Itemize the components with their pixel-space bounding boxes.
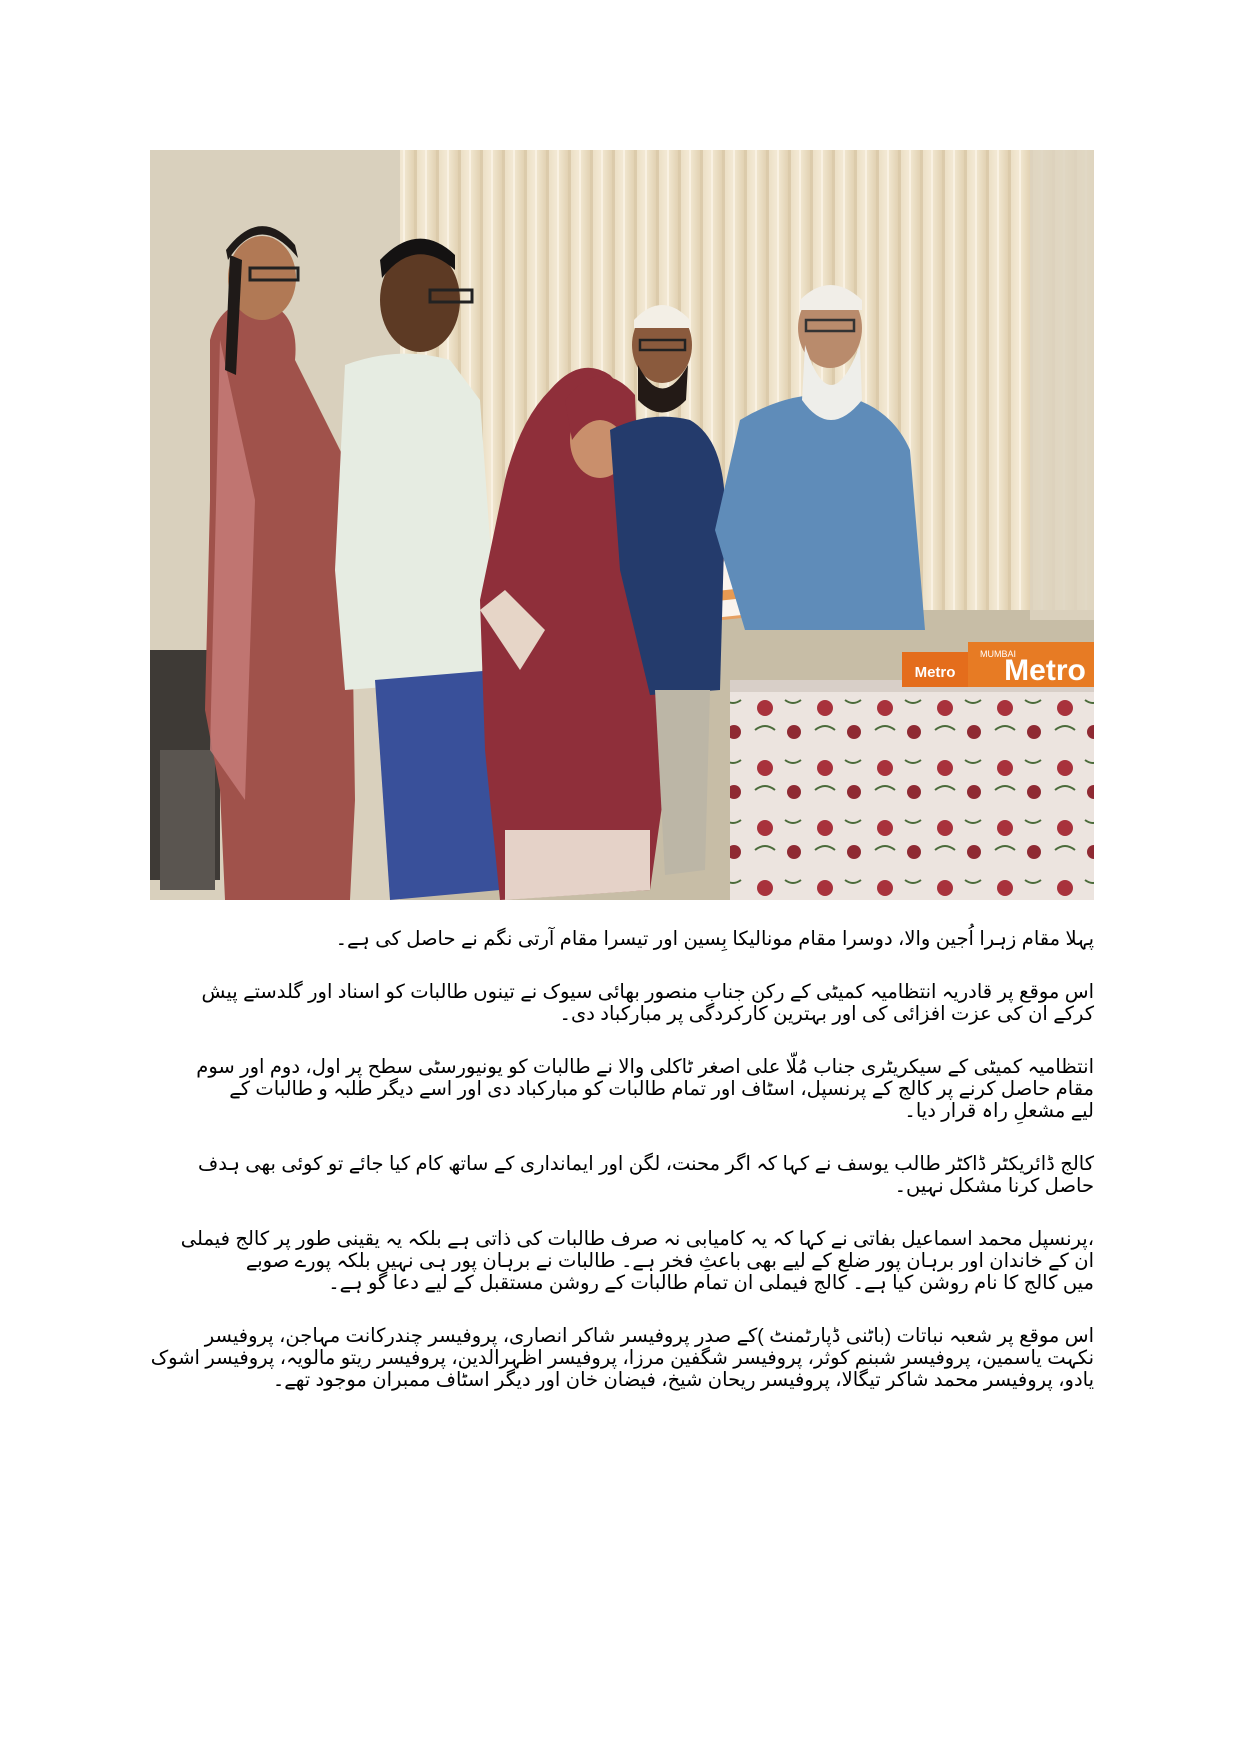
box-brand-small-label: MUMBAI [980,649,1016,659]
paragraph-winners: پہلا مقام زہرا اُجین والا، دوسرا مقام مونالیکا بِسین اور تیسرا مقام آرتی نگم نے حاصل کی ہے۔ [335,928,1094,950]
box-brand-label: Metro [1004,654,1086,687]
paragraph-committee-member: اس موقع پر قادریہ انتظامیہ کمیٹی کے رکن جناب منصور بھائی سیوک نے تینوں طالبات کو اسناد اور گلدستے پیش کرکے ان کی عزت افزائی کی اور بہترین کارکردگی پر مبارکباد دی۔ [201,981,1094,1025]
paragraph-director: کالج ڈائریکٹر ڈاکٹر طالب یوسف نے کہا کہ اگر محنت، لگن اور ایمانداری کے ساتھ کام کیا جائے تو کوئی بھی ہدف حاصل کرنا مشکل نہیں۔ [198,1153,1094,1197]
article-text [150,928,1094,1422]
paragraph-secretary: انتظامیہ کمیٹی کے سیکریٹری جناب مُلّا علی اصغر ٹاکلی والا نے طالبات کو یونیورسٹی سطح پر اول، دوم اور سوم مقام حاصل کرنے پر کالج کے پرنسپل، اسٹاف اور تمام طالبات کو مبارکباد دی اور اسے دیگر طلبہ و طالبات کے لیے مشعلِ راہ قرار دیا۔ [196,1056,1094,1122]
paragraph-attendees: اس موقع پر شعبہ نباتات (باٹنی ڈپارٹمنٹ )کے صدر پروفیسر شاکر انصاری، پروفیسر چندرکانت مہاجن، پروفیسر نکہت یاسمین، پروفیسر شبنم کوثر، پروفیسر شگفین مرزا، پروفیسر اظہرالدین، پروفیسر ریتو مالویہ، پروفیسر اشوک یادو، پروفیسر محمد شاکر تیگالا، پروفیسر ریحان شیخ، فیضان خان اور دیگر اسٹاف ممبران موجود تھے۔ [150,1325,1094,1391]
paragraph-principal: ،پرنسپل محمد اسماعیل بفاتی نے کہا کہ یہ کامیابی نہ صرف طالبات کی ذاتی ہے بلکہ یہ یقینی طور پر کالج فیملی ان کے خاندان اور برہان پور ضلع کے لیے بھی باعثِ فخر ہے۔ طالبات نے برہان پور ہی نہیں بلکہ پورے صوبے میں کالج کا نام روشن کیا ہے۔ کالج فیملی ان تمام طالبات کے روشن مستقبل کے لیے دعا گو ہے۔ [180,1228,1094,1294]
box-brand-label-2: Metro [914,664,956,681]
event-photo [150,150,1094,900]
